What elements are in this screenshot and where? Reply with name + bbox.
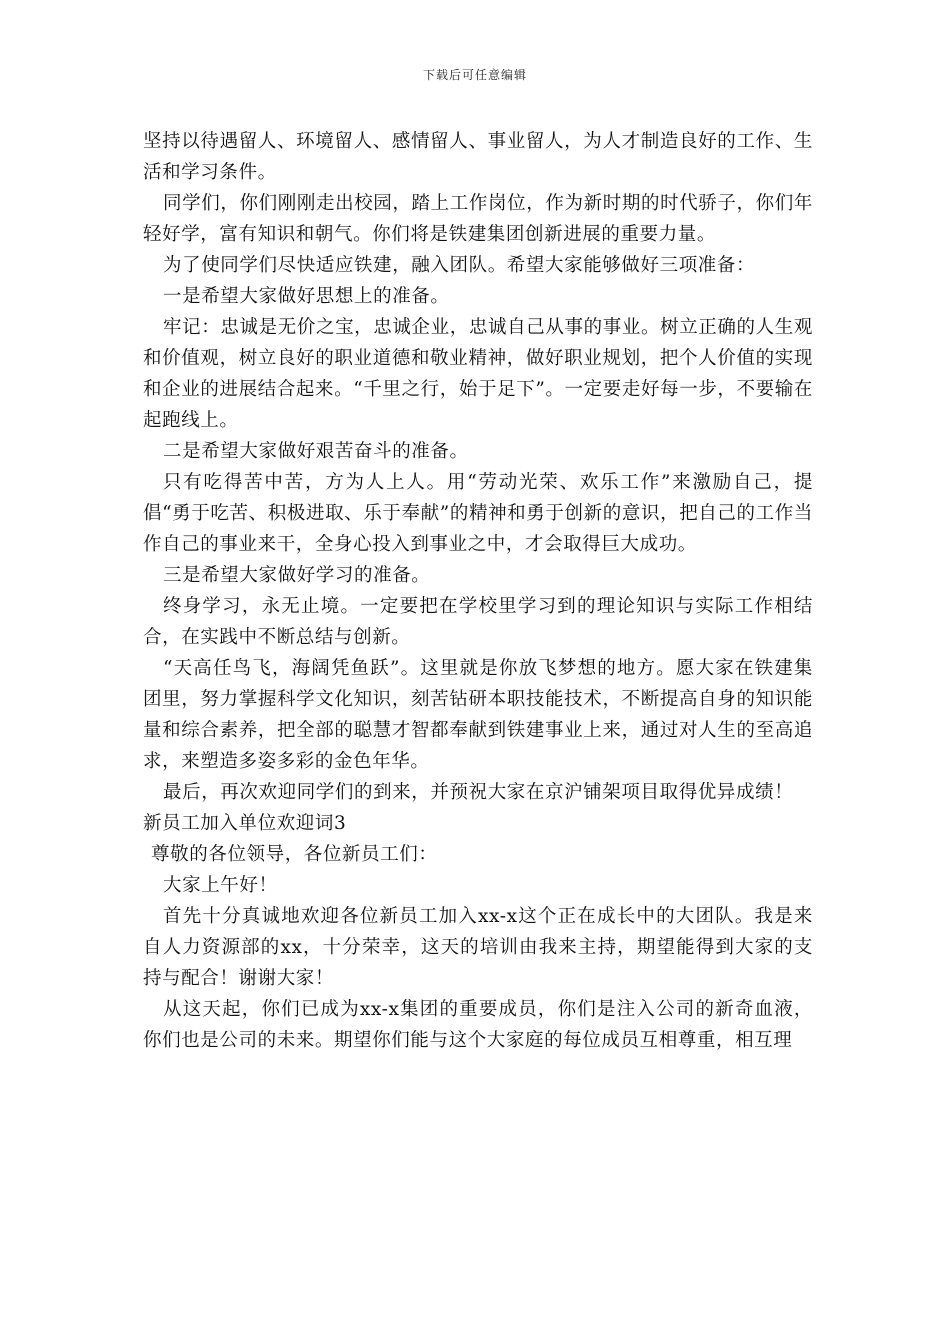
document-body [143,126,813,1056]
paragraph: 一是希望大家做好思想上的准备。 [163,286,450,307]
paragraph: 三是希望大家做好学习的准备。 [163,565,431,586]
salutation: 尊敬的各位领导，各位新员工们： [151,844,438,865]
paragraph: 最后，再次欢迎同学们的到来，并预祝大家在京沪铺架项目取得优异成绩！ [163,782,794,803]
paragraph: 牢记：忠诚是无价之宝，忠诚企业，忠诚自己从事的事业。树立正确的人生观和价值观，树立良好的职业道德和敬业精神，做好职业规划，把个人价值的实现和企业的进展结合起来。“千里之行，始于足下”。一定要走好每一步，不要输在起跑线上。 [143,317,813,431]
section-heading: 新员工加入单位欢迎词3 [143,813,347,834]
paragraph: 从这天起，你们已成为xx-x集团的重要成员，你们是注入公司的新奇血液，你们也是公司的未来。期望你们能与这个大家庭的每位成员互相尊重，相互理 [143,999,813,1051]
greeting: 大家上午好！ [163,875,278,896]
paragraph: “天高任鸟飞，海阔凭鱼跃”。这里就是你放飞梦想的地方。愿大家在铁建集团里，努力掌握科学文化知识，刻苦钻研本职技能技术，不断提高自身的知识能量和综合素养，把全部的聪慧才智都奉献到铁建事业上来，通过对人生的至高追求，来塑造多姿多彩的金色年华。 [143,658,813,772]
paragraph: 坚持以待遇留人、环境留人、感情留人、事业留人，为人才制造良好的工作、生活和学习条件。 [143,131,813,183]
paragraph: 首先十分真诚地欢迎各位新员工加入xx-x这个正在成长中的大团队。我是来自人力资源部的xx，十分荣幸，这天的培训由我来主持，期望能得到大家的支持与配合！谢谢大家！ [143,906,813,989]
paragraph: 终身学习，永无止境。一定要把在学校里学习到的理论知识与实际工作相结合，在实践中不断总结与创新。 [143,596,813,648]
paragraph: 同学们，你们刚刚走出校园，踏上工作岗位，作为新时期的时代骄子，你们年轻好学，富有知识和朝气。你们将是铁建集团创新进展的重要力量。 [143,193,813,245]
paragraph: 为了使同学们尽快适应铁建，融入团队。希望大家能够做好三项准备： [163,255,756,276]
paragraph: 二是希望大家做好艰苦奋斗的准备。 [163,441,469,462]
page-header: 下载后可任意编辑 [422,68,527,82]
paragraph: 只有吃得苦中苦，方为人上人。用“劳动光荣、欢乐工作”来激励自己，提倡“勇于吃苦、积极进取、乐于奉献”的精神和勇于创新的意识，把自己的工作当作自己的事业来干，全身心投入到事业之中，才会取得巨大成功。 [143,472,813,555]
